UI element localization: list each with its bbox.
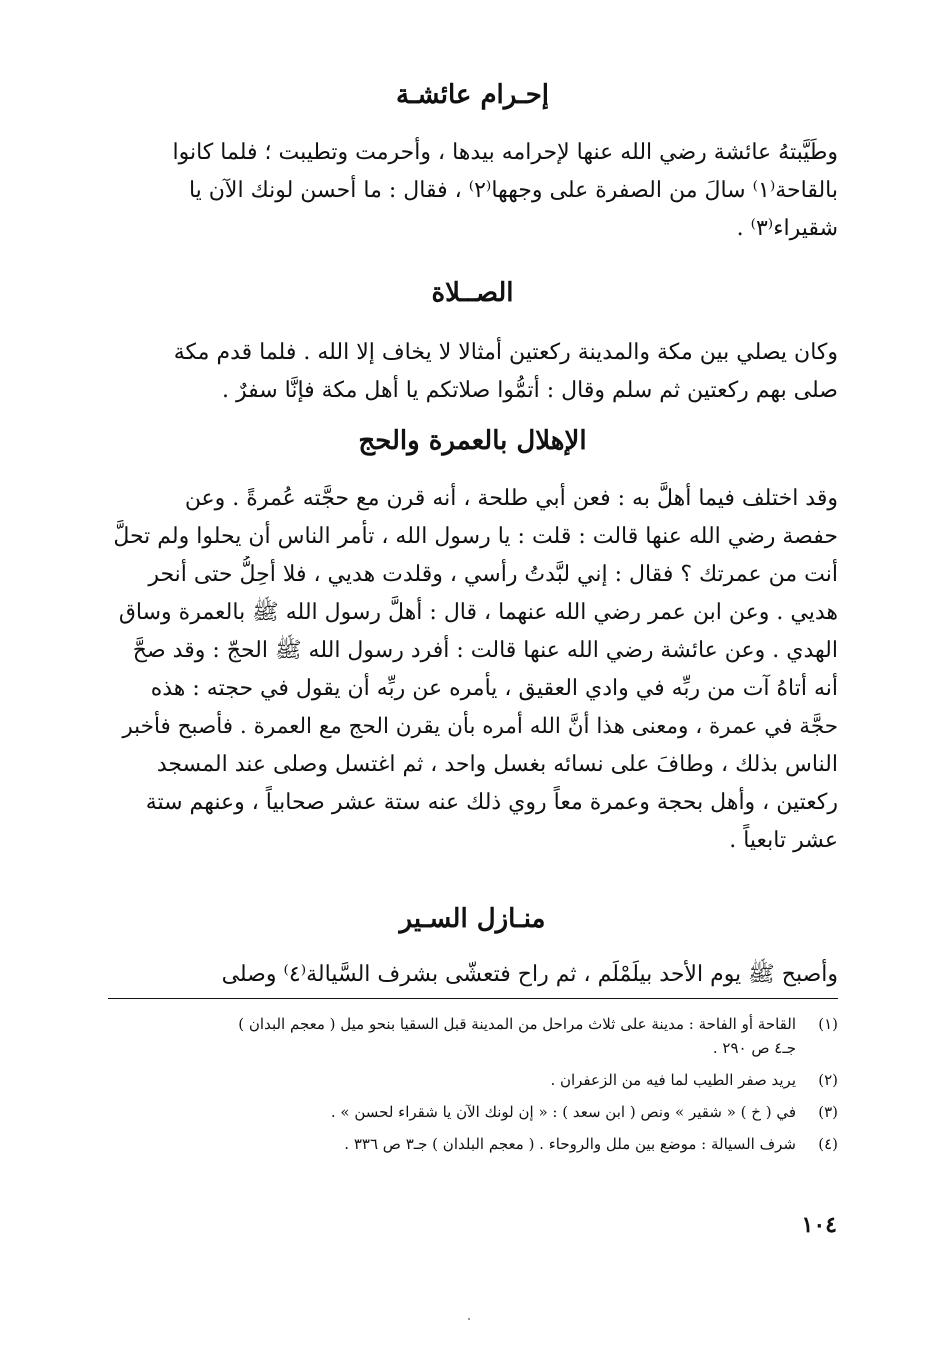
- footnote-text: [108, 1100, 796, 1124]
- footnote-line: القاحة أو الفاحة : مدينة على ثلاث مراحل من المدينة قبل السقيا بنحو ميل ( معجم البدان ): [238, 1015, 796, 1033]
- paragraph-line: هديي . وعن ابن عمر رضي الله عنهما ، قال : أهلَّ رسول الله ﷺ بالعمرة وساق: [118, 600, 838, 625]
- paragraph-ihlal: [108, 480, 838, 860]
- footnote-item: [108, 1068, 838, 1092]
- paragraph-line: شقيراء⁽٣⁾ .: [736, 216, 838, 241]
- footnote-line: في ( خ ) « شقير » ونص ( ابن سعد ) : « إن لونك الآن يا شقراء لحسن » .: [330, 1103, 796, 1121]
- footnote-number: (١): [818, 1015, 838, 1033]
- section-heading-ihlal: الإهلال بالعمرة والحج: [358, 426, 587, 456]
- footnote-number: (٤): [818, 1135, 838, 1153]
- paragraph-line: وأصبح ﷺ يوم الأحد بيلَمْلَم ، ثم راح فتعشّى بشرف السَّيالة⁽٤⁾ وصلى: [221, 962, 838, 987]
- paragraph-line: حفصة رضي الله عنها قالت : قلت : يا رسول الله ، تأمر الناس أن يحلوا ولم تحلَّ: [113, 524, 838, 549]
- section-heading-salat: الصــلاة: [431, 278, 514, 308]
- footnote-line: جـ٤ ص ٢٩٠ .: [712, 1039, 796, 1057]
- paragraph-line: أنه أتاهُ آت من ربِّه في وادي العقيق ، يأمره عن ربِّه أن يقول في حجته : هذه: [150, 676, 838, 701]
- page-number: ١٠٤: [801, 1212, 837, 1238]
- paragraph-salat: [108, 334, 838, 410]
- paragraph-line: بالقاحة⁽١⁾ سالَ من الصفرة على وجهها⁽٢⁾ ، فقال : ما أحسن لونك الآن يا: [188, 178, 838, 203]
- paragraph-line: وطَيَّبتهُ عائشة رضي الله عنها لإحرامه بيدها ، وأحرمت وتطيبت ؛ فلما كانوا: [172, 140, 838, 165]
- paragraph-line: عشر تابعياً .: [729, 828, 838, 853]
- footnote-item: [108, 1100, 838, 1124]
- footnote-line: يريد صفر الطيب لما فيه من الزعفران .: [550, 1071, 796, 1089]
- paragraph-line: أنت من عمرتك ؟ فقال : إني لبَّدتُ رأسي ، وقلدت هديي ، فلا أحِلُّ حتى أنحر: [148, 562, 838, 587]
- paragraph-line: الناس بذلك ، وطافَ على نسائه بغسل واحد ، ثم اغتسل وصلى عند المسجد: [156, 752, 838, 777]
- paragraph-line: حجَّة في عمرة ، ومعنى هذا أنَّ الله أمره بأن يقرن الحج مع العمرة . فأصبح فأخبر: [122, 714, 838, 739]
- footnote-text: [108, 1132, 796, 1156]
- footnote-number: (٢): [818, 1071, 838, 1089]
- paragraph-line: الهدي . وعن عائشة رضي الله عنها قالت : أفرد رسول الله ﷺ الحجّ : وقد صحَّ: [132, 638, 838, 663]
- footnotes: [108, 1012, 838, 1164]
- footnote-text: [108, 1012, 796, 1060]
- footnote-item: [108, 1132, 838, 1156]
- footnote-line: شرف السيالة : موضع بين ملل والروحاء . ( معجم البلدان ) جـ٣ ص ٣٣٦ .: [344, 1135, 796, 1153]
- section-heading-ihram-aisha: إحـرام عائشـة: [395, 80, 550, 110]
- section-heading-manazil: منـازل السـير: [399, 904, 546, 934]
- footnote-text: [108, 1068, 796, 1092]
- paragraph-line: صلى بهم ركعتين ثم سلم وقال : أتمُّوا صلاتكم يا أهل مكة فإنَّا سفرٌ .: [221, 378, 838, 403]
- footnote-divider: [108, 998, 838, 999]
- paragraph-line: ركعتين ، وأهل بحجة وعمرة معاً روي ذلك عنه ستة عشر صحابياً ، وعنهم ستة: [145, 790, 838, 815]
- scan-speck: [468, 1318, 470, 1320]
- paragraph-line: وكان يصلي بين مكة والمدينة ركعتين أمثالا لا يخاف إلا الله . فلما قدم مكة: [173, 340, 838, 365]
- footnote-item: [108, 1012, 838, 1060]
- paragraph-manazil: [108, 956, 838, 994]
- paragraph-ihram-aisha: [108, 134, 838, 248]
- paragraph-line: وقد اختلف فيما أهلَّ به : فعن أبي طلحة ، أنه قرن مع حجَّته عُمرةً . وعن: [184, 486, 838, 511]
- footnote-number: (٣): [818, 1103, 838, 1121]
